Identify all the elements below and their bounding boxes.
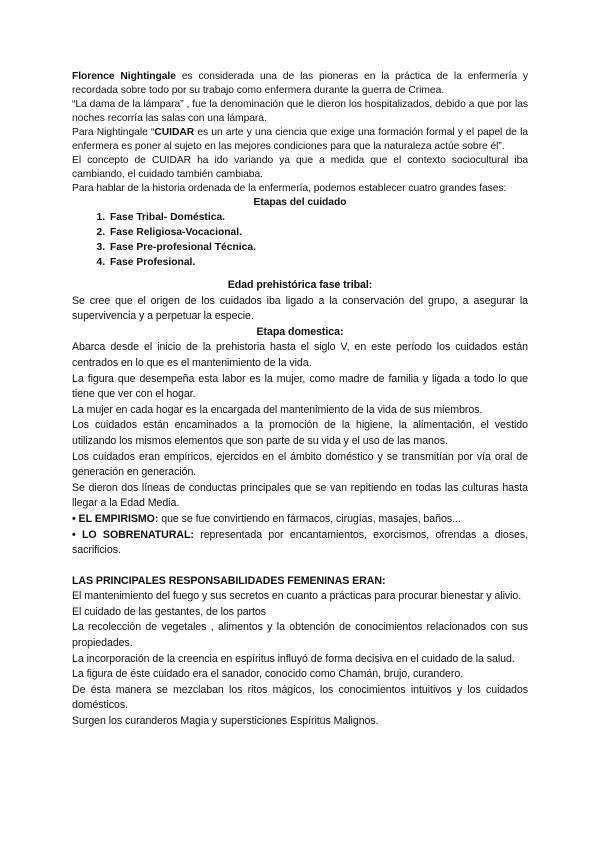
document-body	[72, 70, 528, 730]
responsibility-item: De ésta manera se mezclaban los ritos mágicos, los conocimientos intuitivos y los cuidados domésticos.	[72, 683, 528, 712]
bullet-empirismo-label: • EL EMPIRISMO:	[72, 512, 159, 525]
domestic-subheading: Etapa domestica:	[256, 325, 344, 338]
intro-paragraph-2: “La dama de la lámpara” , fue la denominación que le dieron los hospitalizados, debido a que por las noches recorría las salas con una lámpara.	[72, 99, 528, 124]
prehistoric-paragraph-1: Se cree que el origen de los cuidados iba ligado a la conservación del grupo, a asegurar la supervivencia y a perpetuar la especie.	[72, 294, 528, 323]
stages-heading: Etapas del cuidado	[253, 197, 347, 208]
bullet-sobrenatural-text: representada por encantamientos, exorcismos, ofrendas a dioses, sacrificios.	[72, 528, 529, 557]
bullet-sobrenatural	[72, 528, 528, 559]
intro-p1-text: es considerada una de las pioneras en la práctica de la enfermería y recordada sobre todo por su trabajo como enfermera durante la guerra de Crimea.	[72, 71, 528, 96]
stages-list	[72, 210, 528, 270]
intro-paragraph-4: El concepto de CUIDAR ha ido variando ya que a medida que el contexto sociocultural iba cambiando, el cuidado también cambiaba.	[72, 155, 528, 180]
intro-paragraph-5: Para hablar de la historia ordenada de la enfermería, podemos establecer cuatro grandes fases:	[72, 183, 507, 194]
responsibility-item: La figura de éste cuidado era el sanador, conocido como Chamán, brujo, curandero.	[72, 668, 464, 681]
stage-item: 2. Fase Religiosa-Vocacional.	[108, 225, 528, 240]
responsibility-item: La recolección de vegetales , alimentos y la obtención de conocimientos relacionados con sus propiedades.	[72, 621, 528, 650]
responsibility-item: La incorporación de la creencia en espíritus influyó de forma decisiva en el cuidado de la salud.	[72, 652, 515, 665]
responsibility-item: Surgen los curanderos Magia y supersticiones Espíritus Malignos.	[72, 715, 379, 728]
prehistoric-paragraph-2: Abarca desde el inicio de la prehistoria hasta el siglo V, en este período los cuidados están centrados en lo que es el mantenimiento de la vida.	[72, 341, 528, 369]
stage-item: 1. Fase Tribal- Doméstica.	[108, 210, 528, 225]
stage-item: 4. Fase Profesional.	[108, 255, 528, 270]
prehistoric-paragraph-3: La figura que desempeña esta labor es la mujer, como madre de familia y ligada a todo lo que tiene que ver con el hogar.	[72, 372, 528, 401]
responsibilities-heading: LAS PRINCIPALES RESPONSABILIDADES FEMENINAS ERAN:	[72, 574, 386, 587]
stage-item: 3. Fase Pre-profesional Técnica.	[108, 240, 528, 255]
spacer	[72, 559, 528, 574]
intro-paragraph-1	[72, 70, 528, 98]
responsibility-item: El mantenimiento del fuego y sus secretos en cuanto a prácticas para procurar bienestar y alivio.	[72, 590, 522, 603]
intro-paragraph-3	[72, 126, 528, 154]
responsibility-item: El cuidado de las gestantes, de los partos	[72, 605, 267, 618]
name-bold: Florence Nightingale	[72, 71, 176, 82]
prehistoric-paragraph-7: Se dieron dos líneas de conductas principales que se van repitiendo en todas las culturas hasta llegar a la Edad Media.	[72, 481, 528, 510]
bullet-empirismo	[72, 512, 528, 528]
cuidar-bold: CUIDAR	[154, 127, 195, 138]
prehistoric-paragraph-4: La mujer en cada hogar es la encargada del mantenimiento de la vida de sus miembros.	[72, 403, 483, 416]
intro-p3-pre: Para Nightingale “	[72, 127, 155, 138]
spacer	[72, 270, 528, 278]
prehistoric-heading: Edad prehistórica fase tribal:	[227, 279, 373, 291]
bullet-sobrenatural-label: • LO SOBRENATURAL:	[72, 528, 194, 541]
bullet-empirismo-text: que se fue convirtiendo en fármacos, cirugías, masajes, baños...	[158, 512, 461, 525]
prehistoric-paragraph-5: Los cuidados están encaminados a la promoción de la higiene, la alimentación, el vestido utilizando los mismos elementos que son parte de su vida y el uso de las manos.	[72, 419, 528, 447]
prehistoric-paragraph-6: Los cuidados eran empíricos, ejercidos en el ámbito doméstico y se transmitían por vía oral de generación en generación.	[72, 450, 528, 479]
intro-p3-text: es un arte y una ciencia que exige una formación formal y el papel de la enfermera es poner al sujeto en las mejores condiciones para que la naturaleza actúe sobre él”.	[72, 127, 528, 152]
